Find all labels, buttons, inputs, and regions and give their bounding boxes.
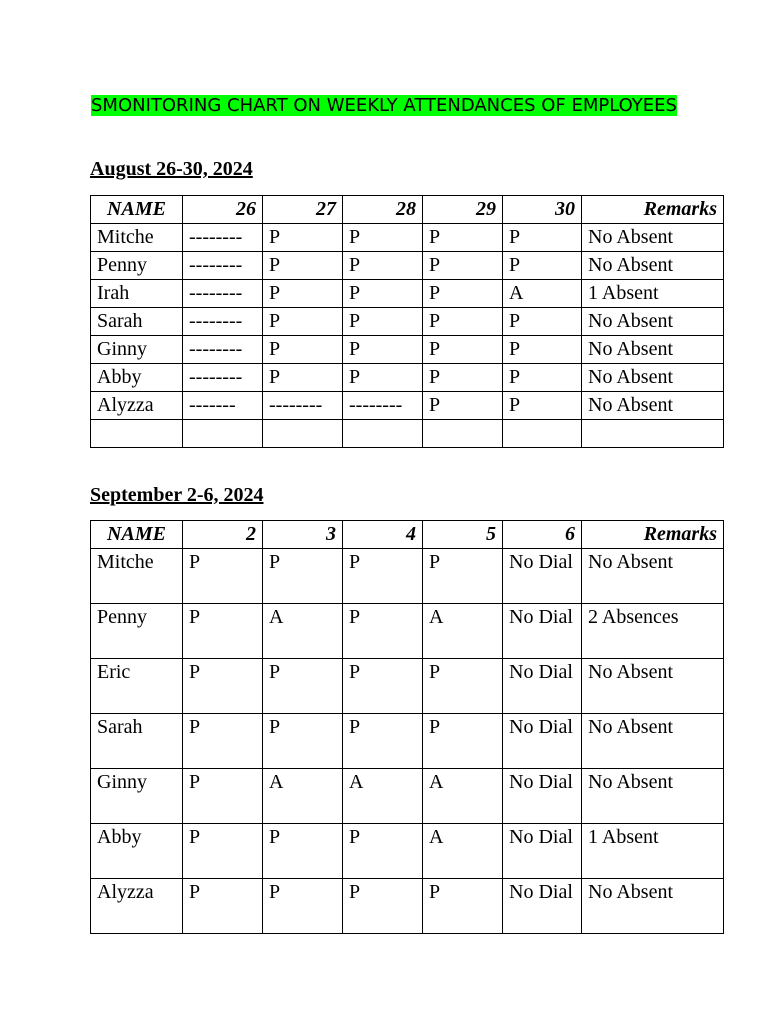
employee-name-cell: Alyzza [91, 879, 183, 934]
employee-name-cell: Alyzza [91, 392, 183, 420]
attendance-cell: No Dial [503, 824, 582, 879]
remarks-cell: 2 Absences [582, 604, 724, 659]
attendance-cell: No Dial [503, 659, 582, 714]
attendance-cell: ------- [183, 392, 263, 420]
attendance-cell: -------- [263, 392, 343, 420]
attendance-cell: -------- [183, 280, 263, 308]
employee-name-cell: Eric [91, 659, 183, 714]
column-header-day: 6 [503, 521, 582, 549]
remarks-cell: 1 Absent [582, 280, 724, 308]
attendance-cell: No Dial [503, 879, 582, 934]
table-row [91, 769, 724, 824]
attendance-cell: P [263, 549, 343, 604]
attendance-cell: A [423, 824, 503, 879]
column-header-day: 26 [183, 196, 263, 224]
attendance-cell: P [423, 308, 503, 336]
september-week-heading: September 2-6, 2024 [90, 484, 264, 506]
attendance-cell: P [263, 308, 343, 336]
column-header-day: 29 [423, 196, 503, 224]
employee-name-cell: Irah [91, 280, 183, 308]
remarks-cell: No Absent [582, 336, 724, 364]
remarks-cell [582, 420, 724, 448]
remarks-cell: No Absent [582, 308, 724, 336]
attendance-cell: P [503, 364, 582, 392]
attendance-cell: A [343, 769, 423, 824]
attendance-cell: A [263, 769, 343, 824]
attendance-cell: -------- [183, 252, 263, 280]
attendance-cell: P [183, 824, 263, 879]
september-attendance-table [90, 520, 724, 934]
employee-name-cell: Penny [91, 604, 183, 659]
attendance-cell: P [263, 252, 343, 280]
attendance-cell: P [423, 252, 503, 280]
august-table-header [91, 196, 724, 224]
column-header-day: 3 [263, 521, 343, 549]
attendance-cell: No Dial [503, 604, 582, 659]
table-row [91, 392, 724, 420]
table-row [91, 879, 724, 934]
attendance-cell: P [423, 224, 503, 252]
table-row [91, 224, 724, 252]
employee-name-cell [91, 420, 183, 448]
table-row [91, 549, 724, 604]
table-row [91, 604, 724, 659]
column-header-day: 30 [503, 196, 582, 224]
header-row [91, 196, 724, 224]
column-header-remarks: Remarks [582, 196, 724, 224]
attendance-cell: P [343, 714, 423, 769]
attendance-cell: P [343, 604, 423, 659]
employee-name-cell: Mitche [91, 549, 183, 604]
remarks-cell: No Absent [582, 224, 724, 252]
document-title [90, 92, 678, 119]
attendance-cell: P [343, 336, 423, 364]
august-attendance-table [90, 195, 724, 448]
employee-name-cell: Ginny [91, 336, 183, 364]
column-header-name: NAME [91, 196, 183, 224]
attendance-cell: P [343, 879, 423, 934]
table-row [91, 714, 724, 769]
attendance-cell: -------- [183, 224, 263, 252]
employee-name-cell: Sarah [91, 714, 183, 769]
attendance-cell: No Dial [503, 714, 582, 769]
column-header-day: 4 [343, 521, 423, 549]
attendance-cell: P [423, 659, 503, 714]
remarks-cell: No Absent [582, 364, 724, 392]
attendance-cell: P [423, 336, 503, 364]
attendance-cell: P [423, 879, 503, 934]
column-header-name: NAME [91, 521, 183, 549]
attendance-cell: P [343, 549, 423, 604]
column-header-day: 5 [423, 521, 503, 549]
remarks-cell: No Absent [582, 252, 724, 280]
header-row [91, 521, 724, 549]
august-table-body [91, 224, 724, 448]
september-table-header [91, 521, 724, 549]
attendance-cell: P [343, 364, 423, 392]
attendance-cell: A [423, 769, 503, 824]
attendance-cell: A [423, 604, 503, 659]
attendance-cell: P [503, 308, 582, 336]
attendance-cell: P [503, 336, 582, 364]
attendance-cell: -------- [183, 308, 263, 336]
column-header-day: 27 [263, 196, 343, 224]
attendance-cell: No Dial [503, 549, 582, 604]
attendance-cell: -------- [183, 336, 263, 364]
attendance-cell: P [503, 252, 582, 280]
attendance-cell: P [263, 659, 343, 714]
attendance-cell: A [503, 280, 582, 308]
remarks-cell: 1 Absent [582, 824, 724, 879]
attendance-cell: P [343, 224, 423, 252]
attendance-cell: P [343, 659, 423, 714]
attendance-cell: P [343, 824, 423, 879]
attendance-cell: P [263, 224, 343, 252]
remarks-cell: No Absent [582, 769, 724, 824]
column-header-remarks: Remarks [582, 521, 724, 549]
august-week-heading: August 26-30, 2024 [90, 158, 253, 180]
document-title-text: SMONITORING CHART ON WEEKLY ATTENDANCES OF EMPLOYEES [91, 95, 677, 116]
attendance-cell: No Dial [503, 769, 582, 824]
column-header-day: 2 [183, 521, 263, 549]
september-table-body [91, 549, 724, 934]
table-row [91, 659, 724, 714]
table-row [91, 308, 724, 336]
attendance-cell: P [263, 879, 343, 934]
attendance-cell [343, 420, 423, 448]
attendance-cell: P [423, 549, 503, 604]
table-row [91, 280, 724, 308]
attendance-cell: P [503, 392, 582, 420]
employee-name-cell: Penny [91, 252, 183, 280]
employee-name-cell: Abby [91, 824, 183, 879]
attendance-cell [503, 420, 582, 448]
attendance-cell: P [343, 280, 423, 308]
attendance-cell: P [263, 336, 343, 364]
attendance-cell: P [263, 364, 343, 392]
employee-name-cell: Abby [91, 364, 183, 392]
attendance-cell [183, 420, 263, 448]
attendance-cell: P [263, 280, 343, 308]
column-header-day: 28 [343, 196, 423, 224]
attendance-cell: P [183, 879, 263, 934]
remarks-cell: No Absent [582, 879, 724, 934]
attendance-cell: P [503, 224, 582, 252]
attendance-cell: -------- [343, 392, 423, 420]
table-row [91, 824, 724, 879]
attendance-cell: P [423, 714, 503, 769]
employee-name-cell: Sarah [91, 308, 183, 336]
remarks-cell: No Absent [582, 714, 724, 769]
attendance-cell: P [263, 714, 343, 769]
employee-name-cell: Ginny [91, 769, 183, 824]
employee-name-cell: Mitche [91, 224, 183, 252]
remarks-cell: No Absent [582, 549, 724, 604]
table-row [91, 420, 724, 448]
table-row [91, 252, 724, 280]
attendance-cell: P [183, 549, 263, 604]
attendance-cell: P [183, 714, 263, 769]
attendance-cell [263, 420, 343, 448]
attendance-cell: P [183, 769, 263, 824]
attendance-cell: -------- [183, 364, 263, 392]
attendance-cell: P [183, 659, 263, 714]
attendance-cell: A [263, 604, 343, 659]
table-row [91, 336, 724, 364]
attendance-cell [423, 420, 503, 448]
attendance-cell: P [343, 252, 423, 280]
attendance-cell: P [343, 308, 423, 336]
attendance-cell: P [183, 604, 263, 659]
attendance-cell: P [423, 280, 503, 308]
attendance-cell: P [423, 392, 503, 420]
table-row [91, 364, 724, 392]
attendance-cell: P [423, 364, 503, 392]
attendance-cell: P [263, 824, 343, 879]
remarks-cell: No Absent [582, 659, 724, 714]
remarks-cell: No Absent [582, 392, 724, 420]
